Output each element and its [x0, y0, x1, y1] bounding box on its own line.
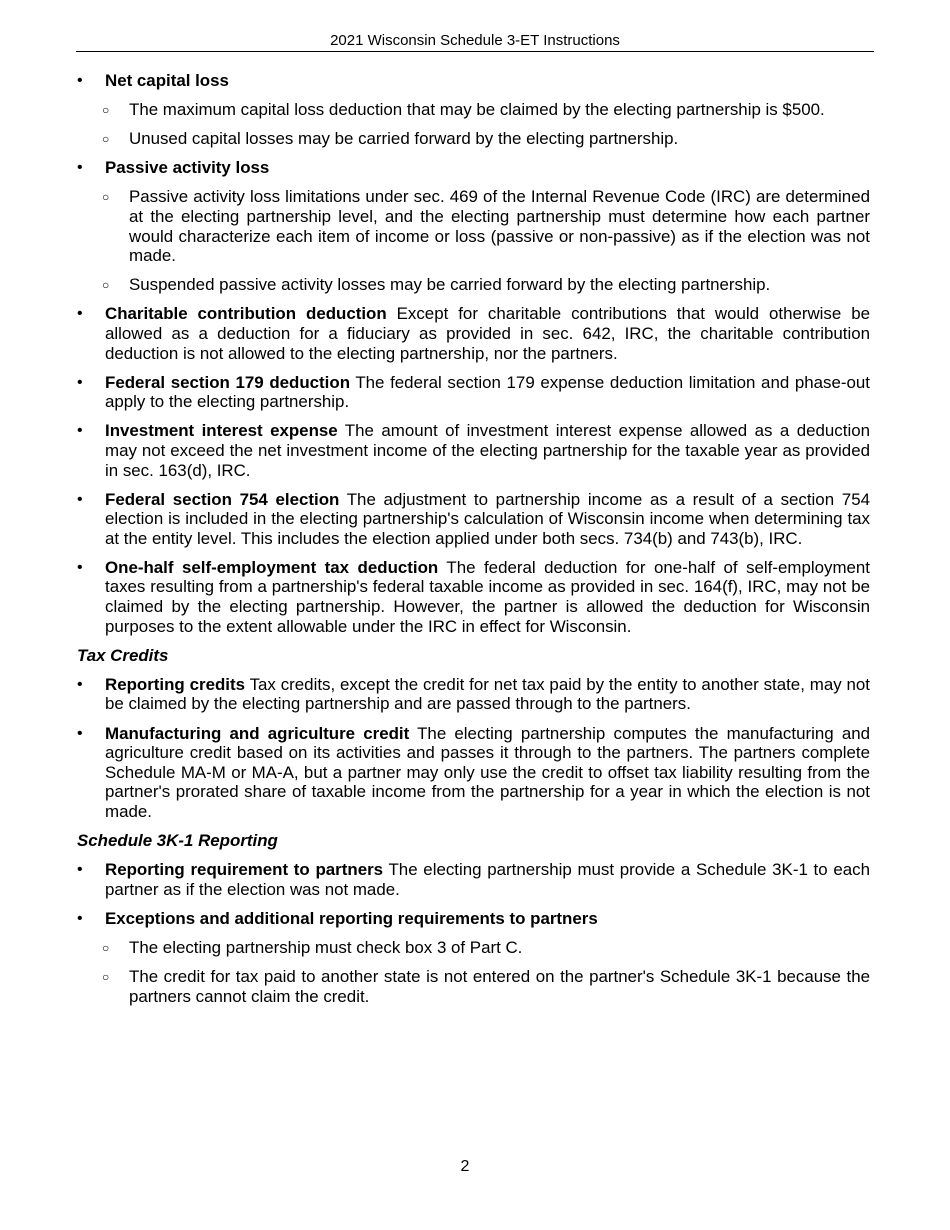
sub-bullet-item: [77, 129, 870, 149]
item-text: The credit for tax paid to another state is not entered on the partner's Schedule 3K-1 because the partners cannot claim the credit.: [129, 966, 870, 1006]
item-text: The adjustment to partnership income as a result of a section 754 election is included in the electing partnership's calculation of Wisconsin income when determining tax at the entity level. This includes the election applied under both secs. 734(b) and 743(b), IRC.: [105, 489, 870, 548]
item-title: Federal section 179 deduction: [105, 372, 351, 392]
bullet-item: [77, 860, 870, 899]
item-title: Passive activity loss: [105, 158, 270, 178]
bullet-item: [77, 724, 870, 822]
item-text: The federal section 179 expense deduction limitation and phase-out apply to the electing partnership.: [105, 372, 870, 412]
item-text: The amount of investment interest expense allowed as a deduction may not exceed the net investment income of the electing partnership for the taxable year as provided in sec. 163(d), IRC.: [105, 421, 870, 480]
circle-bullet-icon: ○: [102, 190, 110, 205]
bullet-item: [77, 490, 870, 549]
sub-bullet-item: [77, 938, 870, 958]
bullet-icon: •: [77, 373, 83, 391]
circle-bullet-icon: ○: [102, 132, 110, 147]
bullet-item: [77, 421, 870, 480]
item-text: The federal deduction for one-half of self-employment taxes resulting from a partnership's federal taxable income as provided in sec. 164(f), IRC, may not be claimed by the electing partnership. However, the partner is allowed the deduction for Wisconsin purposes to the extent allowable under the IRC in effect for Wisconsin.: [105, 557, 871, 636]
bullet-item: [77, 675, 870, 714]
item-title: One-half self-employment tax deduction: [105, 557, 439, 577]
item-text: The maximum capital loss deduction that may be claimed by the electing partnership is $500.: [129, 100, 825, 120]
bullet-icon: •: [77, 490, 83, 508]
bullet-icon: •: [77, 72, 83, 89]
sub-bullet-item: [77, 967, 870, 1006]
item-title: Manufacturing and agriculture credit: [105, 723, 410, 743]
bullet-icon: •: [77, 909, 83, 927]
bullet-item: [77, 304, 870, 363]
bullet-icon: •: [77, 724, 83, 742]
bullet-icon: •: [77, 675, 83, 693]
bullet-icon: •: [77, 861, 83, 879]
bullet-item: [77, 71, 870, 91]
circle-bullet-icon: ○: [102, 278, 110, 293]
item-text: Except for charitable contributions that would otherwise be allowed as a deduction for a fiduciary as provided in sec. 642, IRC, the charitable contribution deduction is not allowed to the electing partnership, nor the partners.: [105, 304, 871, 363]
circle-bullet-icon: ○: [102, 103, 110, 118]
bullet-icon: •: [77, 159, 83, 177]
circle-bullet-icon: ○: [102, 940, 110, 955]
item-title: Reporting credits: [105, 674, 246, 694]
circle-bullet-icon: ○: [102, 969, 110, 984]
bullet-icon: •: [77, 422, 83, 440]
bullet-item: [77, 909, 870, 929]
item-text: Passive activity loss limitations under sec. 469 of the Internal Revenue Code (IRC) are determined at the electing partnership level, and the electing partnership must determine how each partner would characterize each item of income or loss (passive or non-passive) as if the election was not made.: [129, 187, 870, 266]
section-heading: Tax Credits: [77, 645, 169, 665]
item-title: Net capital loss: [105, 71, 229, 90]
item-title: Reporting requirement to partners: [105, 860, 384, 880]
item-text: The electing partnership must check box 3 of Part C.: [129, 937, 523, 957]
item-title: Charitable contribution deduction: [105, 304, 387, 324]
bullet-item: [77, 158, 870, 178]
page-number: 2: [460, 1158, 470, 1175]
page-header: 2021 Wisconsin Schedule 3-ET Instructions: [76, 32, 874, 52]
bullet-icon: •: [77, 558, 83, 576]
sub-bullet-item: [77, 275, 870, 295]
item-text: Tax credits, except the credit for net tax paid by the entity to another state, may not be claimed by the electing partnership and are passed through to the partners.: [105, 674, 870, 714]
item-title: Exceptions and additional reporting requirements to partners: [105, 908, 598, 928]
section-heading: Schedule 3K-1 Reporting: [77, 831, 278, 850]
sub-bullet-item: [77, 100, 870, 120]
item-title: Federal section 754 election: [105, 489, 340, 509]
bullet-item: [77, 373, 870, 412]
item-text: Suspended passive activity losses may be carried forward by the electing partnership.: [129, 275, 771, 295]
item-text: The electing partnership computes the manufacturing and agriculture credit based on its activities and passes it through to the partners. The partners complete Schedule MA-M or MA-A, but a partner may only use the credit to offset tax liability resulting from the partner's prorated share of taxable income from the partnership for a year in which the election is not made.: [105, 723, 870, 821]
item-title: Investment interest expense: [105, 421, 338, 441]
bullet-item: [77, 558, 870, 636]
item-text: Unused capital losses may be carried forward by the electing partnership.: [129, 129, 679, 149]
item-text: The electing partnership must provide a Schedule 3K-1 to each partner as if the election was not made.: [105, 860, 870, 899]
document-body: [77, 71, 870, 1016]
sub-bullet-item: [77, 187, 870, 265]
bullet-icon: •: [77, 305, 83, 323]
